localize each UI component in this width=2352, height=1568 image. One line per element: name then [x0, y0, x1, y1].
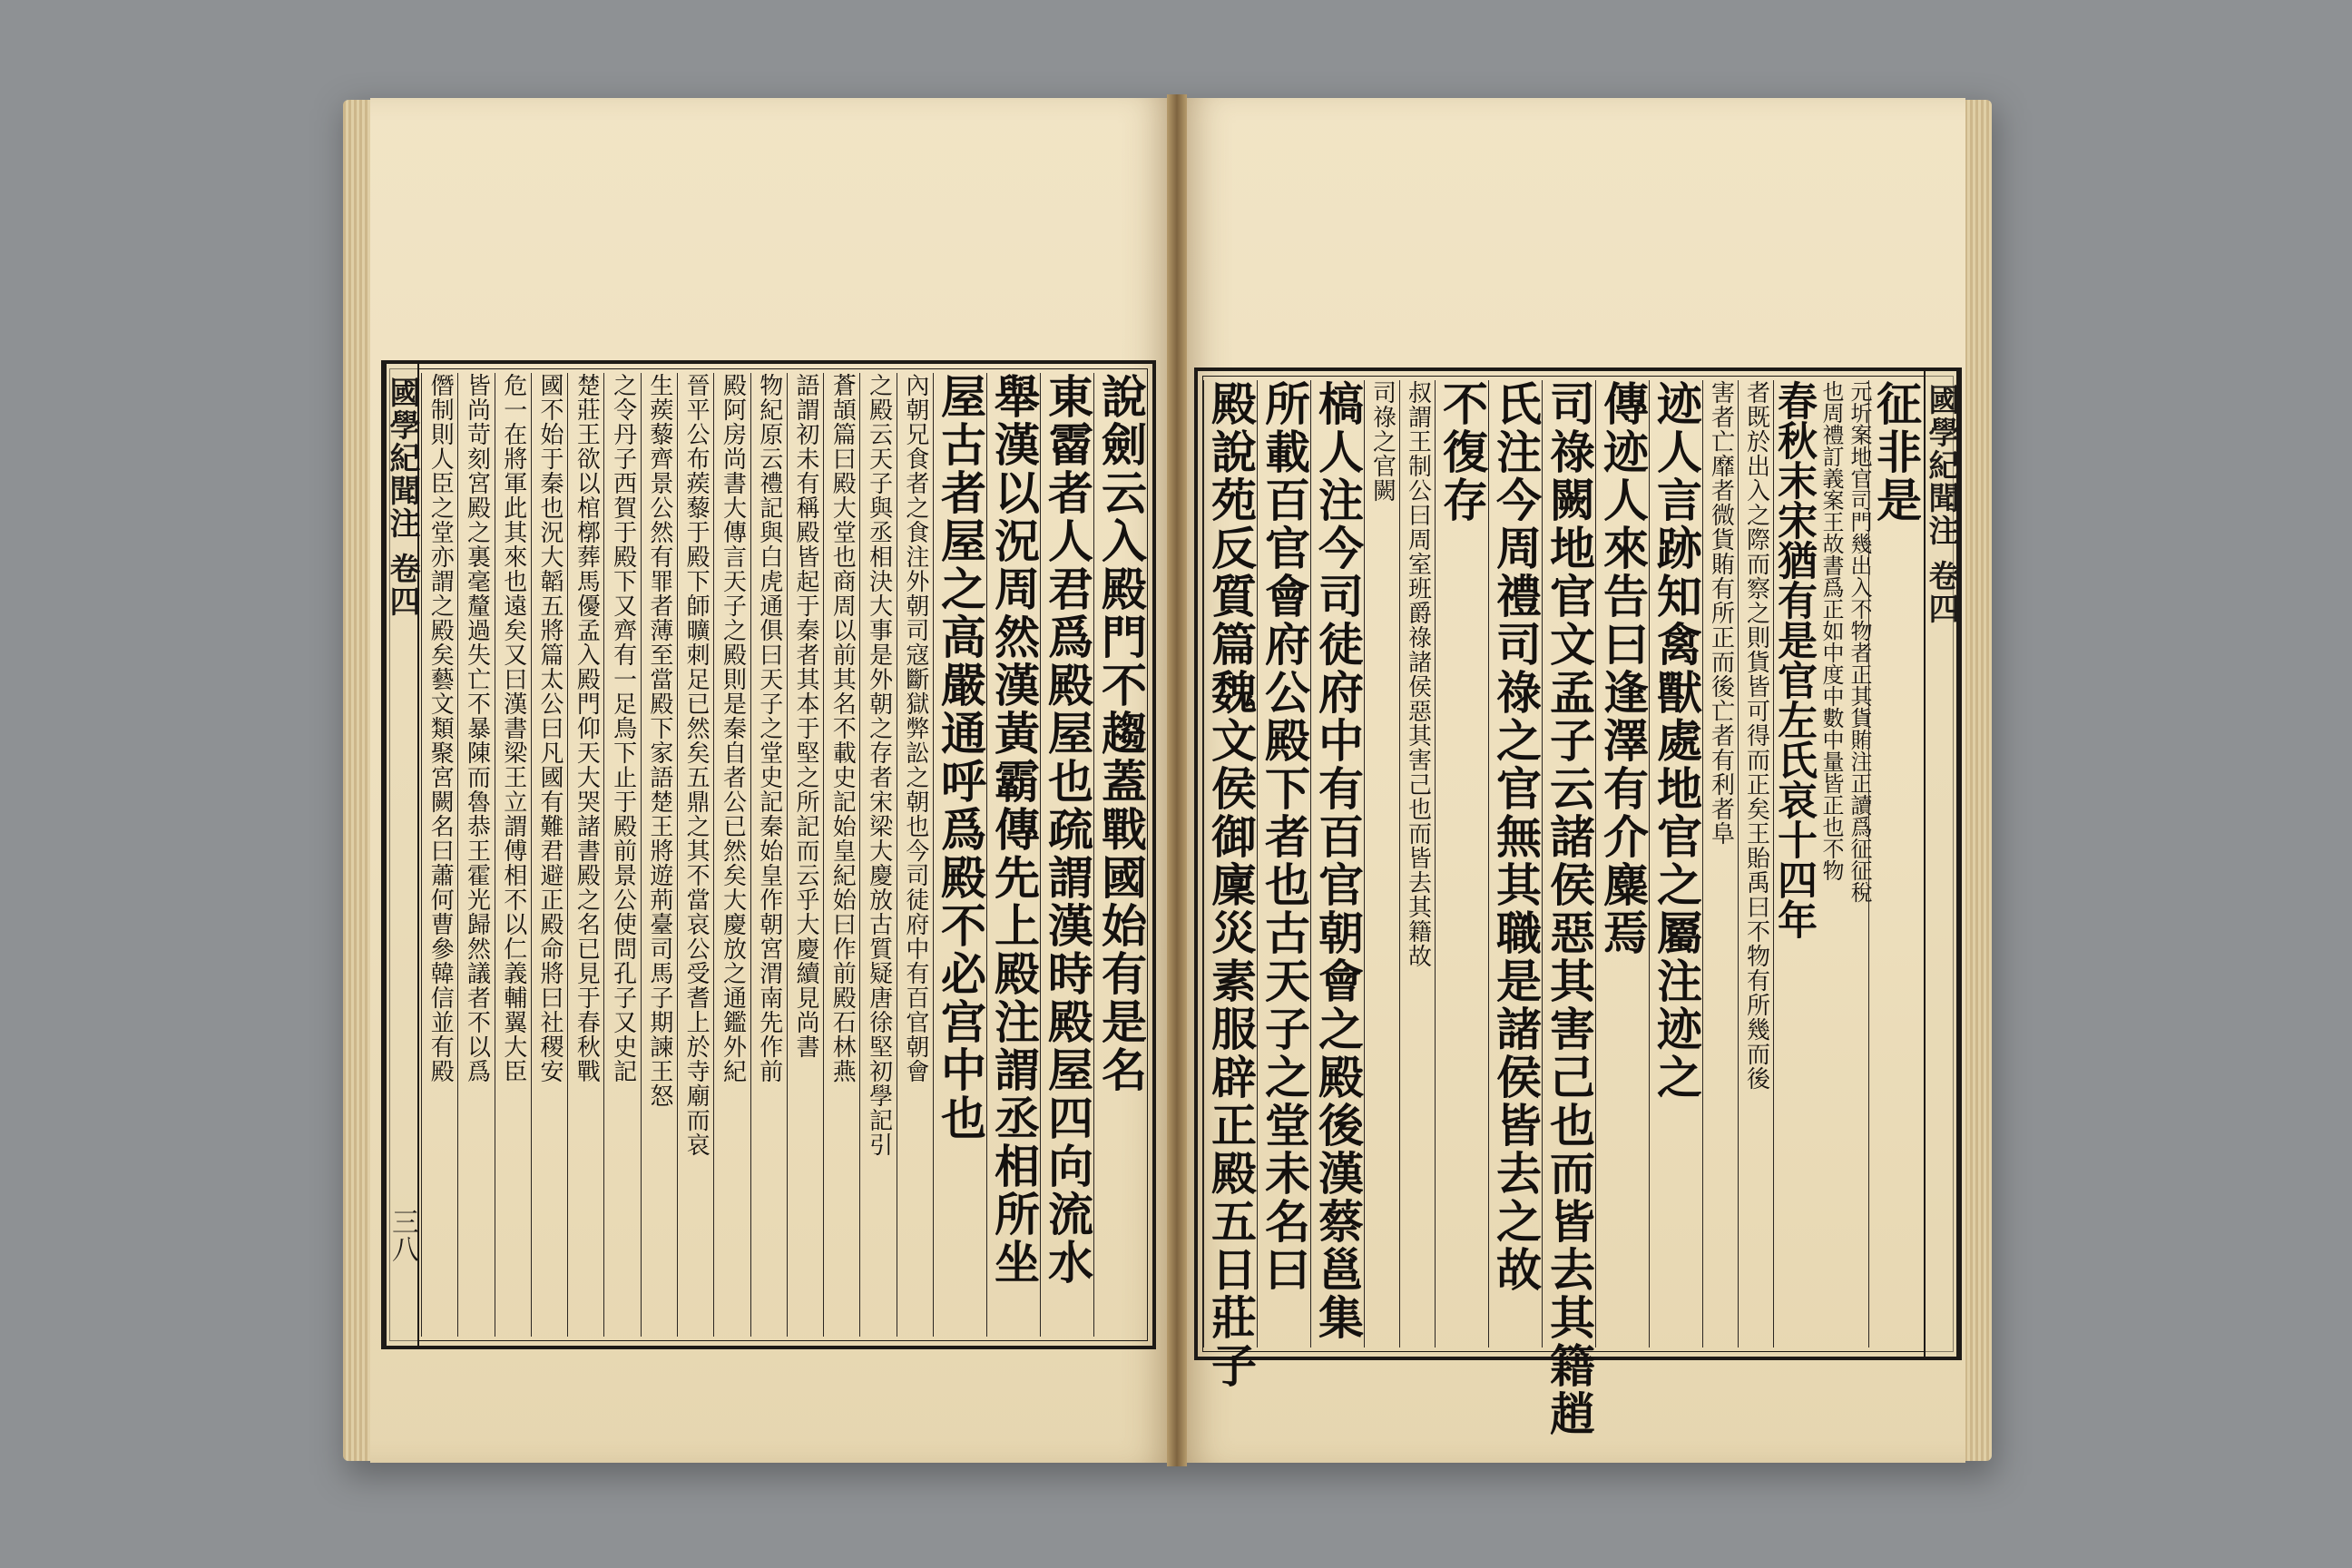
right-column-text: 不復存: [1436, 380, 1489, 524]
right-column-text: 叔謂王制公曰周室班爵祿諸侯惡其害己也而皆去其籍故: [1404, 380, 1432, 968]
left-column: [603, 373, 640, 1337]
right-column-text: 迹人言跡知禽獸處地官之屬注迹之: [1650, 380, 1703, 1102]
right-column: [1435, 380, 1488, 1348]
left-center-title: 國學紀聞注 卷四: [384, 377, 420, 618]
left-column: [750, 373, 787, 1337]
left-center-column: [385, 364, 419, 1346]
left-column: [495, 373, 531, 1337]
right-column: [1399, 380, 1435, 1348]
right-note-column: [1770, 380, 1872, 1348]
right-column-text: 殿說苑反質篇魏文侯御廩災素服辟正殿五日莊子: [1204, 380, 1258, 1390]
right-column: [1488, 380, 1542, 1348]
right-column-text: 槁人注今司徒府中有百官朝會之殿後漢蔡邕集: [1311, 380, 1365, 1342]
left-column: [457, 373, 494, 1337]
left-leaf-number: 三八: [387, 1208, 418, 1262]
left-column-text: 楚莊王欲以棺槨葬馬優孟入殿門仰天大哭諸書殿之名已見于春秋戰: [573, 373, 601, 1083]
right-center-column: [1924, 371, 1958, 1357]
left-column: [1093, 373, 1147, 1337]
left-column: [713, 373, 750, 1337]
left-column-text: 舉漢以況周然漢黃霸傳先上殿注謂丞相所坐: [987, 373, 1041, 1287]
right-column-text: 傳迹人來告曰逢澤有介麋焉: [1596, 380, 1650, 957]
left-column: [897, 373, 933, 1337]
left-column-text: 語謂初未有稱殿皆起于秦者其本于堅之所記而云乎大慶續見尚書: [792, 373, 820, 1059]
right-column: [1203, 380, 1258, 1390]
left-column-text: 說劍云入殿門不趨蓋戰國始有是名: [1094, 373, 1148, 1094]
left-text-frame: [381, 360, 1156, 1349]
right-column-text: 所載百官會府公殿下者也古天子之堂未名曰: [1258, 380, 1311, 1294]
left-column-text: 生蒺藜齊景公然有罪者薄至當殿下家語楚王將遊荊臺司馬子期諫王怒: [645, 373, 673, 1108]
right-column-text: 者既於出入之際而察之則貨皆可得而正矣王貽禹曰不物有所幾而後: [1742, 380, 1770, 1091]
left-column-text: 僭制則人臣之堂亦謂之殿矣藝文類聚宮闕名曰蕭何曹參韓信並有殿: [426, 373, 455, 1083]
right-column: [1868, 380, 1922, 1348]
right-column-text: 氏注今周禮司祿之官無其職是諸侯皆去之故: [1489, 380, 1543, 1294]
left-column-text: 皆尚苛刻宮殿之裏毫釐過失亡不暴陳而魯恭王霍光歸然議者不以爲: [463, 373, 491, 1083]
right-text-frame: [1194, 368, 1962, 1438]
left-column: [787, 373, 823, 1337]
right-column: [1310, 380, 1364, 1348]
right-column: [1738, 380, 1773, 1348]
left-column-text: 物紀原云禮記與白虎通俱曰天子之堂史記秦始皇作朝宮渭南先作前: [755, 373, 783, 1083]
left-column: [531, 373, 567, 1337]
left-columns: [421, 373, 1147, 1337]
right-column-text: 害者亡靡者微貨賄有所正而後亡者有利者阜: [1707, 380, 1735, 846]
left-column: [641, 373, 677, 1337]
left-column-text: 之殿云天子與丞相決大事是外朝之存者宋梁大慶放古質疑唐徐堅初學記引: [865, 373, 893, 1157]
left-column-text: 東霤者人君爲殿屋也疏謂漢時殿屋四向流水: [1041, 373, 1094, 1287]
left-column: [1040, 373, 1093, 1337]
left-column-text: 殿阿房尚書大傳言天子之殿則是秦自者公已然矣大慶放之通鑑外紀: [719, 373, 747, 1083]
left-column-text: 屋古者屋之高嚴通呼爲殿不必宫中也: [934, 373, 987, 1142]
left-column-text: 危一在將軍此其來也遠矣又曰漢書梁王立謂傅相不以仁義輔翼大臣: [499, 373, 527, 1083]
right-note-text: 春秋末宋猶有是官左氏哀十四年: [1770, 380, 1817, 939]
right-column: [1364, 380, 1399, 1348]
left-column: [421, 373, 457, 1337]
right-column: [1595, 380, 1649, 1348]
right-center-title: 國學紀聞注 卷四: [1923, 384, 1959, 625]
right-note-text: 元圻案地官司門幾出入不物者正其貨賄注正讀爲征征稅: [1847, 380, 1872, 903]
right-column-text: 征非是: [1869, 380, 1923, 524]
right-column: [1257, 380, 1310, 1348]
left-column-text: 國不始于秦也況大韜五將篇太公曰凡國有難君避正殿命將曰社稷安: [536, 373, 564, 1083]
book-gutter: [1167, 94, 1187, 1466]
left-column: [677, 373, 713, 1337]
left-column: [933, 373, 986, 1337]
left-column: [986, 373, 1040, 1337]
left-column-text: 之令丹子西賀于殿下又齊有一足鳥下止于殿前景公使問孔子又史記: [609, 373, 637, 1083]
right-note-text: 也周禮訂義案王故書爲正如中度中數中量皆正也不物: [1818, 380, 1844, 881]
right-column-text: 司祿之官闕: [1368, 380, 1396, 503]
right-columns: [1203, 380, 1923, 1438]
left-column-text: 蒼頡篇曰殿大堂也商周以前其名不載史記始皇紀始曰作前殿石林燕: [828, 373, 857, 1083]
left-column: [567, 373, 603, 1337]
right-column: [1649, 380, 1702, 1348]
right-column-text: 司祿闕地官文孟子云諸侯惡其害己也而皆去其籍趙: [1543, 380, 1596, 1438]
left-column: [859, 373, 896, 1337]
left-column-text: 內朝兄食者之食注外朝司寇斷獄弊訟之朝也今司徒府中有百官朝會: [901, 373, 929, 1083]
right-column: [1702, 380, 1738, 1348]
right-column: [1542, 380, 1596, 1438]
left-column: [823, 373, 859, 1337]
left-column-text: 晉平公布蒺藜于殿下師曠刺足已然矣五鼎之其不當哀公受耆上於寺廟而哀: [682, 373, 710, 1157]
